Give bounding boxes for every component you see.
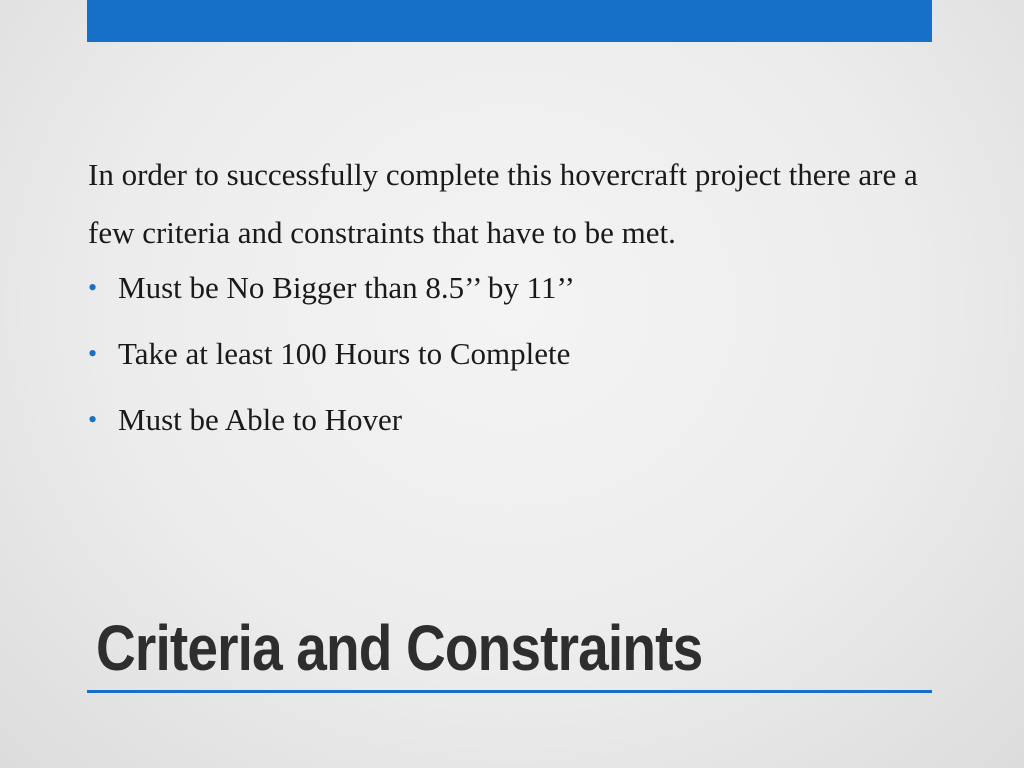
bullet-icon: • (88, 273, 98, 302)
bullet-list (88, 268, 918, 440)
bullet-icon: • (88, 339, 98, 368)
bullet-icon: • (88, 405, 98, 434)
bullet-item (88, 400, 918, 440)
title-underline (87, 690, 932, 693)
slide-title: Criteria and Constraints (96, 612, 703, 684)
intro-paragraph: In order to successfully complete this hovercraft project there are a few criteria and constraints that have to be met. (88, 157, 918, 250)
top-accent-bar (87, 0, 932, 42)
bullet-item (88, 334, 918, 374)
bullet-item (88, 268, 918, 308)
bullet-text: Must be Able to Hover (118, 402, 403, 437)
slide-body (88, 146, 918, 466)
bullet-text: Take at least 100 Hours to Complete (118, 336, 571, 371)
bullet-text: Must be No Bigger than 8.5’’ by 11’’ (118, 270, 575, 305)
